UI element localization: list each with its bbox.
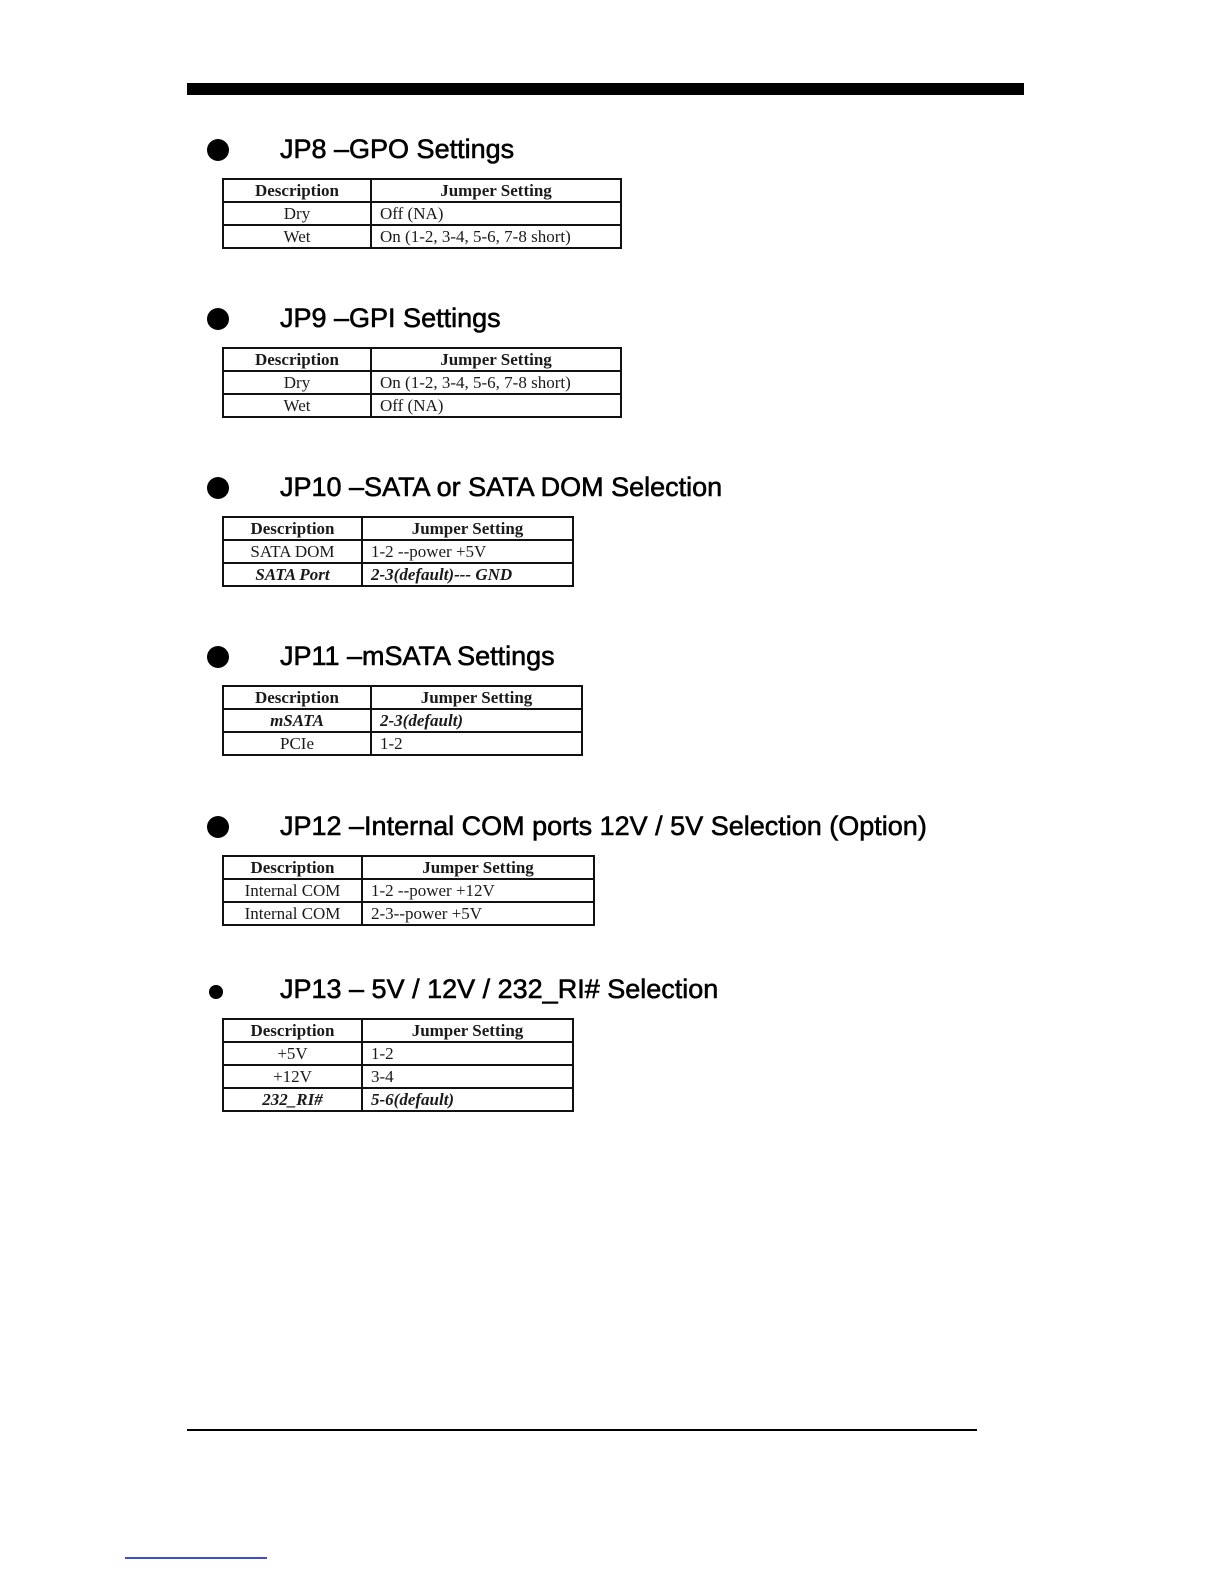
jumper-table-jp11: [222, 685, 583, 756]
column-header: Jumper Setting: [362, 856, 594, 879]
footer-link-underline: [125, 1557, 267, 1559]
table-row: [223, 879, 594, 902]
table-row: [223, 225, 621, 248]
description-cell: Internal COM: [223, 879, 362, 902]
table-header-row: [223, 856, 594, 879]
top-rule: [187, 83, 1024, 95]
bullet-icon: [207, 477, 229, 499]
description-cell: Wet: [223, 394, 371, 417]
section-heading-jp12: JP12 –Internal COM ports 12V / 5V Selection (Option): [280, 811, 927, 841]
setting-cell: Off (NA): [371, 394, 621, 417]
description-cell: Dry: [223, 202, 371, 225]
setting-cell: 1-2: [362, 1042, 573, 1065]
column-header: Description: [223, 517, 362, 540]
setting-cell: 2-3--power +5V: [362, 902, 594, 925]
bullet-icon: [207, 308, 229, 330]
jumper-table-jp10: [222, 516, 574, 587]
table-row: [223, 394, 621, 417]
table-header-row: [223, 686, 582, 709]
section-heading-jp13: JP13 – 5V / 12V / 232_RI# Selection: [280, 974, 719, 1004]
bullet-icon: [207, 816, 229, 838]
table-header-row: [223, 348, 621, 371]
jumper-table-jp13: [222, 1018, 574, 1112]
table-row: [223, 902, 594, 925]
description-cell: +12V: [223, 1065, 362, 1088]
table-header-row: [223, 179, 621, 202]
table-row: [223, 1088, 573, 1111]
setting-cell: 2-3(default): [371, 709, 582, 732]
column-header: Jumper Setting: [371, 179, 621, 202]
column-header: Description: [223, 856, 362, 879]
jumper-table-jp8: [222, 178, 622, 249]
section-heading-jp8: JP8 –GPO Settings: [280, 134, 515, 164]
description-cell: Wet: [223, 225, 371, 248]
table-row: [223, 1042, 573, 1065]
section-heading-jp11: JP11 –mSATA Settings: [280, 641, 555, 671]
section-heading-jp10: JP10 –SATA or SATA DOM Selection: [280, 472, 723, 502]
table-header-row: [223, 1019, 573, 1042]
table-row: [223, 202, 621, 225]
column-header: Description: [223, 686, 371, 709]
bullet-icon: [207, 646, 229, 668]
description-cell: mSATA: [223, 709, 371, 732]
setting-cell: On (1-2, 3-4, 5-6, 7-8 short): [371, 225, 621, 248]
setting-cell: On (1-2, 3-4, 5-6, 7-8 short): [371, 371, 621, 394]
description-cell: PCIe: [223, 732, 371, 755]
table-row: [223, 371, 621, 394]
column-header: Jumper Setting: [371, 686, 582, 709]
table-header-row: [223, 517, 573, 540]
description-cell: 232_RI#: [223, 1088, 362, 1111]
bullet-icon: [209, 985, 223, 999]
jumper-table-jp9: [222, 347, 622, 418]
description-cell: +5V: [223, 1042, 362, 1065]
setting-cell: Off (NA): [371, 202, 621, 225]
column-header: Jumper Setting: [362, 1019, 573, 1042]
table-row: [223, 732, 582, 755]
setting-cell: 1-2: [371, 732, 582, 755]
column-header: Jumper Setting: [371, 348, 621, 371]
description-cell: Internal COM: [223, 902, 362, 925]
setting-cell: 1-2 --power +12V: [362, 879, 594, 902]
setting-cell: 2-3(default)--- GND: [362, 563, 573, 586]
setting-cell: 3-4: [362, 1065, 573, 1088]
table-row: [223, 563, 573, 586]
description-cell: Dry: [223, 371, 371, 394]
column-header: Description: [223, 1019, 362, 1042]
section-heading-jp9: JP9 –GPI Settings: [280, 303, 501, 333]
description-cell: SATA DOM: [223, 540, 362, 563]
jumper-table-jp12: [222, 855, 595, 926]
bottom-rule: [187, 1429, 977, 1431]
column-header: Description: [223, 348, 371, 371]
bullet-icon: [207, 139, 229, 161]
column-header: Description: [223, 179, 371, 202]
setting-cell: 1-2 --power +5V: [362, 540, 573, 563]
setting-cell: 5-6(default): [362, 1088, 573, 1111]
table-row: [223, 709, 582, 732]
column-header: Jumper Setting: [362, 517, 573, 540]
description-cell: SATA Port: [223, 563, 362, 586]
table-row: [223, 540, 573, 563]
table-row: [223, 1065, 573, 1088]
